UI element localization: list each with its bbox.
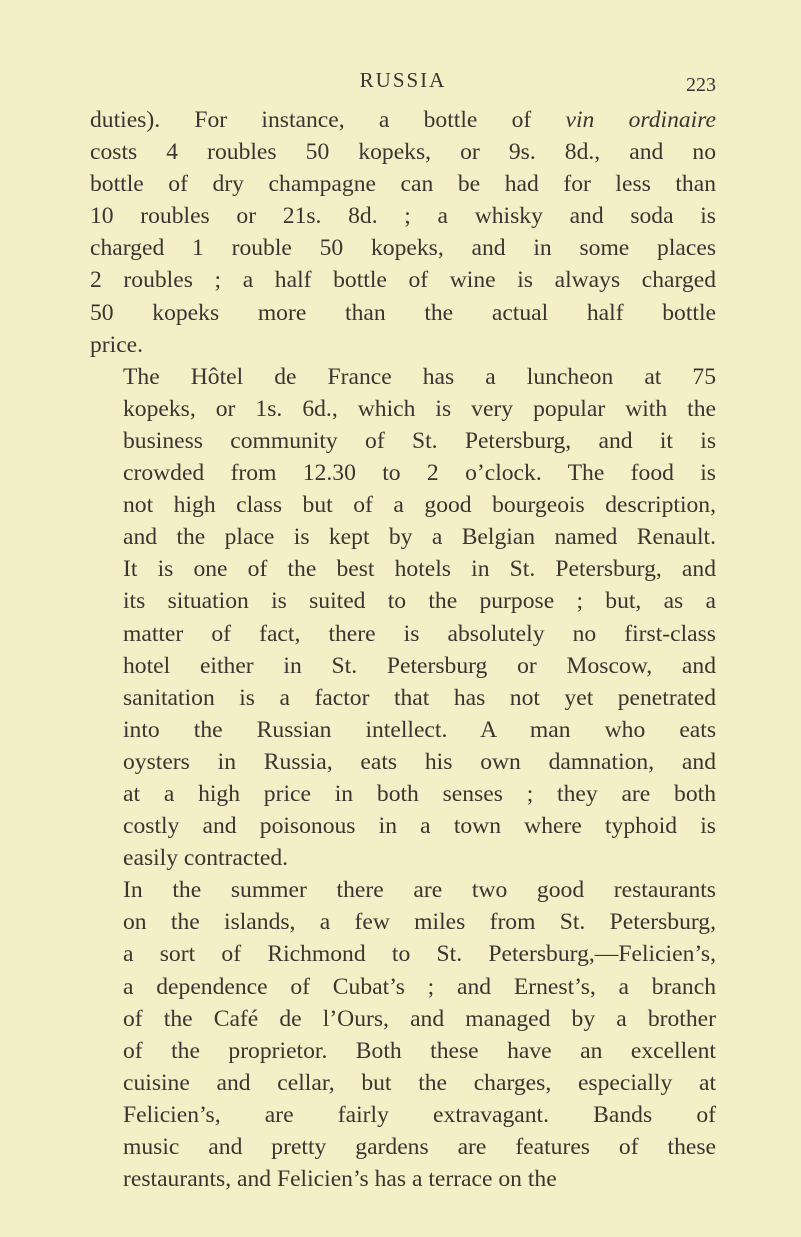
text-line	[90, 553, 716, 585]
text-run: its situation is suited to the purpose ; but, as a	[123, 588, 716, 615]
text-line	[90, 1099, 716, 1131]
text-run: of the proprietor. Both these have an excellent	[123, 1037, 716, 1064]
text-line	[90, 104, 716, 136]
text-run: Felicien’s, are fairly extravagant. Bands of	[123, 1101, 716, 1128]
text-line	[90, 618, 716, 650]
text-run: In the summer there are two good restaurants	[123, 877, 716, 904]
text-line	[90, 457, 716, 489]
text-run: duties). For instance, a bottle of	[90, 107, 566, 133]
text-line	[90, 778, 716, 810]
text-line	[90, 682, 716, 714]
text-run: The Hôtel de France has a luncheon at 75	[123, 363, 716, 390]
text-run: on the islands, a few miles from St. Petersburg,	[123, 909, 716, 936]
text-run: costs 4 roubles 50 kopeks, or 9s. 8d., and no	[90, 139, 716, 166]
text-run: into the Russian intellect. A man who eats	[123, 716, 716, 743]
text-line	[90, 1067, 716, 1099]
text-run: oysters in Russia, eats his own damnation, and	[123, 748, 716, 775]
paragraph	[90, 361, 716, 875]
text-run: hotel either in St. Petersburg or Moscow, and	[123, 652, 716, 679]
text-line	[90, 329, 716, 361]
text-run: kopeks, or 1s. 6d., which is very popular with the	[123, 395, 716, 422]
text-line	[90, 842, 716, 874]
text-run: at a high price in both senses ; they are both	[123, 780, 716, 807]
paragraph	[90, 104, 716, 361]
text-run: and the place is kept by a Belgian named Renault.	[123, 524, 716, 551]
text-run: price.	[90, 331, 144, 358]
text-line	[90, 874, 716, 906]
text-run: of the Café de l’Ours, and managed by a brother	[123, 1005, 716, 1032]
text-line	[90, 746, 716, 778]
text-line	[90, 1163, 716, 1195]
text-line	[90, 489, 716, 521]
text-line	[90, 650, 716, 682]
text-line	[90, 393, 716, 425]
text-run: 10 roubles or 21s. 8d. ; a whisky and soda is	[90, 203, 716, 230]
text-line	[90, 168, 716, 200]
text-run: business community of St. Petersburg, and it is	[123, 427, 716, 454]
text-line	[90, 361, 716, 393]
text-run: matter of fact, there is absolutely no first-class	[123, 620, 716, 647]
text-line	[90, 1035, 716, 1067]
text-run: crowded from 12.30 to 2 o’clock. The food is	[123, 460, 716, 487]
text-run: not high class but of a good bourgeois description,	[123, 492, 716, 519]
running-head	[90, 68, 716, 98]
text-run: It is one of the best hotels in St. Petersburg, and	[123, 556, 716, 583]
text-line	[90, 264, 716, 296]
paragraph	[90, 874, 716, 1195]
text-line	[90, 425, 716, 457]
text-line	[90, 971, 716, 1003]
text-run: costly and poisonous in a town where typhoid is	[123, 813, 716, 840]
running-title: RUSSIA	[359, 68, 447, 92]
text-line	[90, 585, 716, 617]
text-run: a dependence of Cubat’s ; and Ernest’s, a branch	[123, 973, 716, 1000]
text-run: restaurants, and Felicien’s has a terrace on the	[123, 1166, 557, 1193]
text-run: cuisine and cellar, but the charges, especially at	[123, 1069, 716, 1096]
text-run: a sort of Richmond to St. Petersburg,—Felicien’s,	[123, 941, 716, 968]
text-line	[90, 297, 716, 329]
text-line	[90, 714, 716, 746]
text-run: 50 kopeks more than the actual half bottle	[90, 299, 716, 326]
text-line	[90, 232, 716, 264]
text-line	[90, 810, 716, 842]
text-line	[90, 906, 716, 938]
text-run: sanitation is a factor that has not yet penetrated	[123, 684, 716, 711]
text-line	[90, 1131, 716, 1163]
text-line	[90, 1003, 716, 1035]
text-line	[90, 938, 716, 970]
text-line	[90, 200, 716, 232]
body-text	[90, 104, 716, 1195]
text-line	[90, 521, 716, 553]
text-run: easily contracted.	[123, 845, 289, 872]
text-run: bottle of dry champagne can be had for less than	[90, 171, 716, 198]
text-run: music and pretty gardens are features of these	[123, 1134, 716, 1160]
page-number: 223	[686, 74, 716, 96]
italic-phrase: vin ordinaire	[565, 107, 716, 133]
text-line	[90, 136, 716, 168]
text-run: 2 roubles ; a half bottle of wine is always charged	[90, 267, 716, 294]
text-run: charged 1 rouble 50 kopeks, and in some places	[90, 235, 716, 262]
